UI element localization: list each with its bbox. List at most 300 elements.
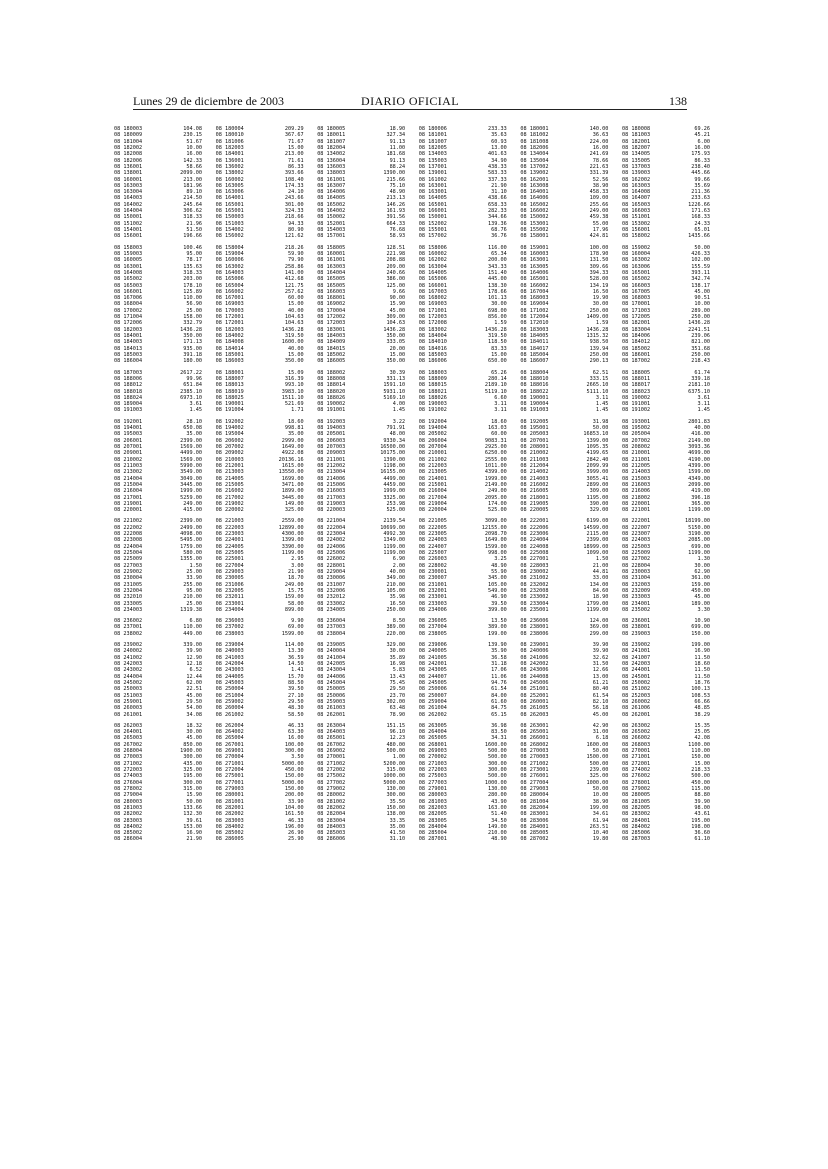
item-value: 133.66 (183, 804, 202, 811)
item-code: 08 207004 (418, 444, 447, 450)
item-code: 08 191002 (621, 407, 651, 414)
item-value: 50.00 (592, 748, 609, 755)
table-row (520, 607, 608, 613)
item-code: 08 232003 (621, 581, 651, 588)
item-code: 08 136003 (317, 163, 346, 170)
item-code: 08 163008 (520, 182, 549, 189)
item-value: 18999.00 (583, 543, 609, 550)
item-value: 30.00 (694, 562, 710, 569)
item-code: 08 160005 (114, 257, 143, 264)
table-row (317, 607, 405, 613)
item-code: 08 238002 (114, 630, 143, 637)
item-value: 130.00 (488, 785, 507, 792)
item-value: 350.00 (386, 333, 406, 339)
item-value: 416.00 (691, 431, 710, 438)
item-code: 08 262004 (215, 722, 244, 729)
item-code: 08 168002 (418, 295, 447, 302)
item-value: 42.08 (694, 735, 710, 742)
item-value: 105.00 (488, 581, 507, 588)
item-code: 08 188009 (418, 375, 447, 382)
item-value: 280.00 (488, 792, 507, 799)
item-value: 100.13 (691, 686, 710, 693)
item-code: 08 192005 (520, 418, 549, 425)
item-code: 08 205002 (418, 431, 447, 438)
item-code: 08 236001 (621, 618, 651, 625)
item-value: 58.93 (389, 233, 406, 240)
item-code: 08 159003 (114, 250, 143, 257)
item-code: 08 154001 (114, 227, 143, 233)
item-value: 125.00 (386, 282, 406, 289)
item-value: 91.13 (389, 157, 406, 164)
item-value: 26.90 (287, 830, 304, 837)
item-code: 08 224002 (317, 537, 346, 544)
item-code: 08 228003 (520, 562, 549, 569)
item-value: 698.00 (488, 307, 507, 314)
item-code: 08 238001 (621, 624, 651, 631)
table-row (216, 631, 304, 637)
item-value: 174.00 (488, 500, 507, 507)
item-code: 08 135003 (418, 157, 447, 164)
item-code: 08 190003 (418, 401, 447, 408)
item-code: 08 182003 (114, 326, 143, 333)
item-value: 230.15 (183, 132, 202, 139)
item-code: 08 164005 (418, 195, 447, 202)
item-value: 88.24 (389, 163, 406, 170)
item-value: 249.00 (284, 581, 304, 588)
item-value: 528.00 (589, 276, 609, 283)
item-code: 08 239001 (520, 642, 549, 649)
item-code: 08 138003 (317, 170, 346, 177)
item-value: 4922.08 (281, 450, 304, 457)
item-value: 15.70 (287, 673, 304, 680)
item-code: 08 243006 (520, 667, 549, 674)
item-value: 300.00 (488, 760, 507, 767)
item-value: 10175.00 (380, 450, 406, 457)
item-value: 16.00 (287, 735, 304, 742)
item-code: 08 243002 (114, 667, 143, 674)
item-code: 08 273001 (520, 767, 549, 773)
item-value: 3.11 (595, 394, 609, 401)
item-value: 998.81 (284, 425, 304, 432)
item-code: 08 211002 (418, 456, 447, 463)
item-code: 08 150003 (215, 214, 244, 221)
table-row (622, 836, 710, 842)
item-value: 150.00 (284, 773, 304, 780)
item-value: 34.50 (491, 817, 507, 824)
item-value: 84.60 (592, 587, 609, 594)
item-code: 08 181001 (418, 132, 447, 139)
item-value: 435.00 (183, 760, 202, 767)
item-code: 08 281003 (418, 798, 447, 805)
item-value: 199.00 (589, 804, 609, 811)
item-code: 08 244001 (621, 667, 651, 674)
item-code: 08 260001 (520, 698, 549, 705)
item-value: 327.34 (386, 132, 406, 139)
item-code: 08 170001 (621, 301, 651, 308)
item-code: 08 188016 (520, 382, 549, 389)
item-value: 199.00 (691, 642, 710, 649)
item-code: 08 251001 (520, 686, 549, 693)
item-code: 08 167006 (114, 295, 143, 302)
table-row (317, 358, 405, 364)
item-code: 08 188025 (215, 394, 244, 401)
item-value: 2085.00 (688, 537, 710, 544)
item-code: 08 220001 (621, 500, 651, 507)
item-value: 22.51 (186, 686, 202, 693)
item-code: 08 188015 (418, 382, 447, 389)
item-code: 08 260003 (114, 705, 143, 712)
header-date: Lunes 29 de diciembre de 2003 (133, 94, 284, 108)
item-code: 08 274003 (114, 773, 143, 780)
item-code: 08 222004 (317, 524, 346, 531)
item-value: 139.94 (589, 345, 609, 352)
item-value: 50.00 (694, 244, 710, 251)
item-code: 08 219004 (418, 500, 447, 507)
item-code: 08 230005 (215, 575, 244, 582)
item-code: 08 136002 (215, 163, 244, 170)
item-code: 08 219001 (114, 500, 143, 507)
item-code: 08 239003 (621, 630, 651, 637)
item-value: 50.00 (592, 785, 609, 792)
item-value: 4399.00 (484, 469, 507, 476)
item-code: 08 165001 (621, 269, 651, 276)
item-code: 08 187003 (114, 369, 143, 376)
item-code: 08 238005 (418, 630, 447, 637)
item-value: 2801.83 (688, 418, 710, 425)
item-value: 33.90 (287, 798, 304, 805)
item-value: 17.96 (592, 227, 609, 233)
table-row (419, 233, 507, 239)
item-code: 08 134005 (621, 151, 651, 158)
item-code: 08 251003 (114, 692, 143, 699)
item-value: 1095.35 (586, 444, 609, 450)
item-value: 821.00 (691, 339, 710, 346)
item-code: 08 182008 (114, 151, 143, 158)
item-value: 102.00 (691, 257, 710, 264)
item-value: 99.66 (694, 176, 710, 183)
item-code: 08 283006 (520, 817, 549, 824)
item-code: 08 213002 (114, 469, 143, 476)
item-value: 100.00 (284, 741, 304, 748)
item-code: 08 164004 (317, 269, 346, 276)
item-value: 16.50 (592, 288, 609, 295)
item-value: 8.50 (392, 618, 406, 625)
item-code: 08 280005 (621, 792, 651, 799)
item-value: 399.00 (488, 606, 507, 613)
item-value: 10699.00 (380, 524, 406, 531)
item-code: 08 194004 (418, 425, 447, 432)
item-code: 08 261004 (418, 705, 447, 712)
item-value: 45.00 (186, 692, 202, 699)
item-code: 08 260002 (621, 698, 651, 705)
item-code: 08 163001 (418, 189, 447, 196)
item-value: 2241.51 (688, 326, 710, 333)
item-code: 08 272003 (418, 767, 447, 773)
item-value: 94.33 (287, 220, 304, 227)
table-row (216, 712, 304, 718)
item-code: 08 244006 (317, 673, 346, 680)
item-value: 2617.22 (180, 369, 202, 376)
item-value: 445.00 (488, 276, 507, 283)
item-code: 08 161002 (418, 176, 447, 183)
item-code: 08 150002 (520, 214, 549, 221)
item-value: 11.50 (694, 673, 710, 680)
item-value: 178.66 (488, 288, 507, 295)
item-code: 08 279004 (114, 792, 143, 799)
item-value: 21.00 (592, 562, 609, 569)
item-code: 08 242003 (621, 661, 651, 667)
item-code: 08 250007 (418, 692, 447, 699)
item-code: 08 210001 (621, 450, 651, 457)
item-code: 08 272004 (215, 767, 244, 773)
item-value: 63.48 (389, 705, 406, 712)
item-value: 76.68 (389, 227, 406, 233)
item-code: 08 168001 (317, 295, 346, 302)
item-value: 1000.00 (484, 779, 507, 786)
item-value: 15.75 (287, 587, 304, 594)
item-value: 2099.00 (180, 170, 202, 177)
item-code: 08 184004 (418, 333, 447, 339)
item-code: 08 172003 (418, 314, 447, 321)
item-code: 08 193001 (621, 418, 651, 425)
item-value: 45.00 (186, 735, 202, 742)
item-value: 15.00 (491, 351, 507, 358)
item-code: 08 269002 (317, 748, 346, 755)
item-code: 08 216003 (621, 481, 651, 488)
item-code: 08 272001 (621, 760, 651, 767)
item-value: 500.00 (691, 773, 710, 780)
item-code: 08 164005 (418, 269, 447, 276)
item-value: 3390.00 (281, 543, 304, 550)
item-value: 1799.00 (586, 600, 609, 607)
item-code: 08 188014 (317, 382, 346, 389)
item-value: 62.90 (694, 568, 710, 575)
item-code: 08 211003 (114, 462, 143, 469)
table-row (520, 358, 608, 364)
item-code: 08 216004 (418, 488, 447, 495)
item-value: 16.98 (389, 661, 406, 667)
item-code: 08 165004 (215, 282, 244, 289)
item-code: 08 208002 (621, 444, 651, 450)
item-code: 08 172003 (317, 320, 346, 327)
item-value: 138.00 (386, 811, 406, 818)
item-code: 08 185002 (621, 345, 651, 352)
item-code: 08 245001 (621, 673, 651, 680)
item-code: 08 272002 (317, 767, 346, 773)
table-row (622, 507, 710, 513)
item-value: 115.00 (691, 785, 710, 792)
item-value: 393.11 (691, 269, 710, 276)
item-code: 08 150002 (317, 214, 346, 221)
item-value: 9330.34 (383, 437, 406, 444)
item-value: 4.00 (392, 401, 406, 408)
item-value: 651.84 (183, 382, 202, 389)
item-code: 08 165005 (317, 282, 346, 289)
item-code: 08 222007 (621, 524, 651, 531)
item-code: 08 235001 (520, 606, 549, 613)
item-code: 08 231001 (418, 581, 447, 588)
item-value: 4349.00 (688, 475, 710, 482)
item-code: 08 270003 (520, 748, 549, 755)
item-value: 153.00 (183, 823, 202, 830)
item-code: 08 282003 (418, 804, 447, 811)
table-row (419, 631, 507, 637)
item-value: 35.90 (491, 648, 507, 655)
item-code: 08 138001 (114, 170, 143, 177)
item-value: 25.00 (186, 600, 202, 607)
item-code: 08 268001 (418, 741, 447, 748)
item-value: 699.00 (691, 624, 710, 631)
item-value: 5111.10 (586, 388, 609, 395)
item-code: 08 234001 (621, 600, 651, 607)
item-code: 08 207002 (215, 444, 244, 450)
item-code: 08 224003 (418, 537, 447, 544)
item-code: 08 231007 (317, 581, 346, 588)
item-code: 08 278001 (621, 779, 651, 786)
item-code: 08 242001 (418, 661, 447, 667)
item-code: 08 184008 (215, 339, 244, 346)
item-code: 08 164006 (520, 195, 549, 202)
item-value: 105.00 (386, 587, 406, 594)
item-code: 08 244008 (520, 673, 549, 680)
item-value: 11.50 (694, 667, 710, 674)
item-value: 390.00 (589, 500, 609, 507)
item-value: 104.63 (386, 320, 406, 327)
item-value: 149.00 (284, 500, 304, 507)
item-code: 08 165006 (215, 276, 244, 283)
item-value: 12.66 (592, 667, 609, 674)
item-value: 35.89 (389, 654, 406, 661)
item-code: 08 250006 (418, 686, 447, 693)
item-code: 08 282002 (114, 811, 143, 818)
item-code: 08 236006 (520, 618, 549, 625)
item-code: 08 217004 (418, 494, 447, 501)
item-code: 08 188008 (317, 375, 346, 382)
item-code: 08 165001 (520, 276, 549, 283)
item-code: 08 195002 (621, 425, 651, 432)
item-code: 08 163002 (215, 263, 244, 270)
item-code: 08 221003 (215, 518, 244, 525)
item-value: 1.71 (291, 407, 304, 414)
item-code: 08 242002 (520, 661, 549, 667)
item-value: 48.90 (491, 562, 507, 569)
item-code: 08 172001 (215, 320, 244, 327)
item-code: 08 171002 (520, 307, 549, 314)
item-value: 316.39 (284, 375, 304, 382)
item-value: 15.90 (186, 792, 202, 799)
item-value: 250.00 (691, 351, 710, 358)
item-value: 16.00 (694, 144, 710, 151)
item-value: 110.00 (691, 748, 710, 755)
item-code: 08 154002 (215, 227, 244, 233)
item-code: 08 224007 (418, 543, 447, 550)
item-value: 6.80 (189, 618, 202, 625)
item-code: 08 266002 (621, 735, 651, 742)
item-code: 08 270001 (317, 754, 346, 761)
item-value: 88.50 (287, 679, 304, 686)
item-value: 196.00 (284, 823, 304, 830)
item-value: 15.35 (694, 722, 710, 729)
item-value: 35.63 (491, 132, 507, 139)
item-code: 08 271002 (317, 760, 346, 767)
item-code: 08 244005 (215, 673, 244, 680)
item-value: 36.59 (287, 654, 304, 661)
item-value: 2499.00 (180, 524, 202, 531)
item-code: 08 189004 (114, 401, 143, 408)
item-value: 2099.99 (586, 462, 609, 469)
item-code: 08 159001 (520, 244, 549, 251)
item-code: 08 231005 (114, 581, 143, 588)
item-value: 58.50 (287, 711, 304, 718)
item-code: 08 211001 (621, 456, 651, 463)
item-value: 138.30 (488, 282, 507, 289)
item-code: 08 237003 (317, 624, 346, 631)
item-code: 08 217003 (317, 494, 346, 501)
item-code: 08 151003 (215, 220, 244, 227)
item-code: 08 188001 (215, 369, 244, 376)
table-row (622, 631, 710, 637)
item-code: 08 211001 (317, 456, 346, 463)
item-code: 08 227002 (621, 556, 651, 563)
item-code: 08 245002 (114, 679, 143, 686)
item-code: 08 180004 (215, 126, 244, 132)
item-code: 08 230003 (621, 568, 651, 575)
item-code: 08 171003 (621, 307, 651, 314)
item-code: 08 280003 (114, 798, 143, 805)
item-value: 1436.28 (180, 326, 202, 333)
item-value: 2098.70 (484, 531, 507, 538)
item-code: 08 217002 (215, 494, 244, 501)
item-code: 08 165003 (114, 282, 143, 289)
item-code: 08 228001 (317, 562, 346, 569)
item-code: 08 281003 (114, 804, 143, 811)
item-value: 35.00 (389, 823, 406, 830)
item-value: 213.13 (386, 195, 406, 202)
item-value: 60.93 (491, 138, 507, 145)
item-value: 1649.00 (281, 444, 304, 450)
item-code: 08 278002 (114, 785, 143, 792)
item-value: 40.00 (694, 425, 710, 432)
item-code: 08 184001 (215, 151, 244, 158)
item-value: 650.00 (488, 358, 507, 365)
item-value: 239.06 (691, 333, 710, 339)
item-code: 08 215005 (215, 481, 244, 488)
item-value: 1.00 (392, 754, 406, 761)
item-code: 08 223006 (520, 531, 549, 538)
item-value: 4199.65 (586, 450, 609, 457)
item-code: 08 214005 (215, 475, 244, 482)
item-value: 5259.00 (180, 494, 202, 501)
item-code: 08 220001 (114, 507, 143, 514)
item-value: 1199.00 (281, 550, 304, 556)
item-value: 28.10 (186, 418, 202, 425)
item-code: 08 233001 (418, 594, 447, 601)
item-value: 6375.10 (688, 388, 710, 395)
item-code: 08 184017 (520, 345, 549, 352)
item-value: 96.10 (389, 729, 406, 736)
item-code: 08 167004 (520, 288, 549, 295)
item-code: 08 218001 (520, 494, 549, 501)
item-value: 791.91 (386, 425, 406, 432)
item-code: 08 239002 (114, 642, 143, 649)
item-value: 210.00 (183, 594, 202, 601)
item-value: 240.66 (386, 269, 406, 276)
item-code: 08 283003 (114, 817, 143, 824)
item-code: 08 262001 (317, 711, 346, 718)
item-value: 31.98 (592, 418, 609, 425)
item-code: 08 180005 (317, 126, 346, 132)
table-row (216, 358, 304, 364)
